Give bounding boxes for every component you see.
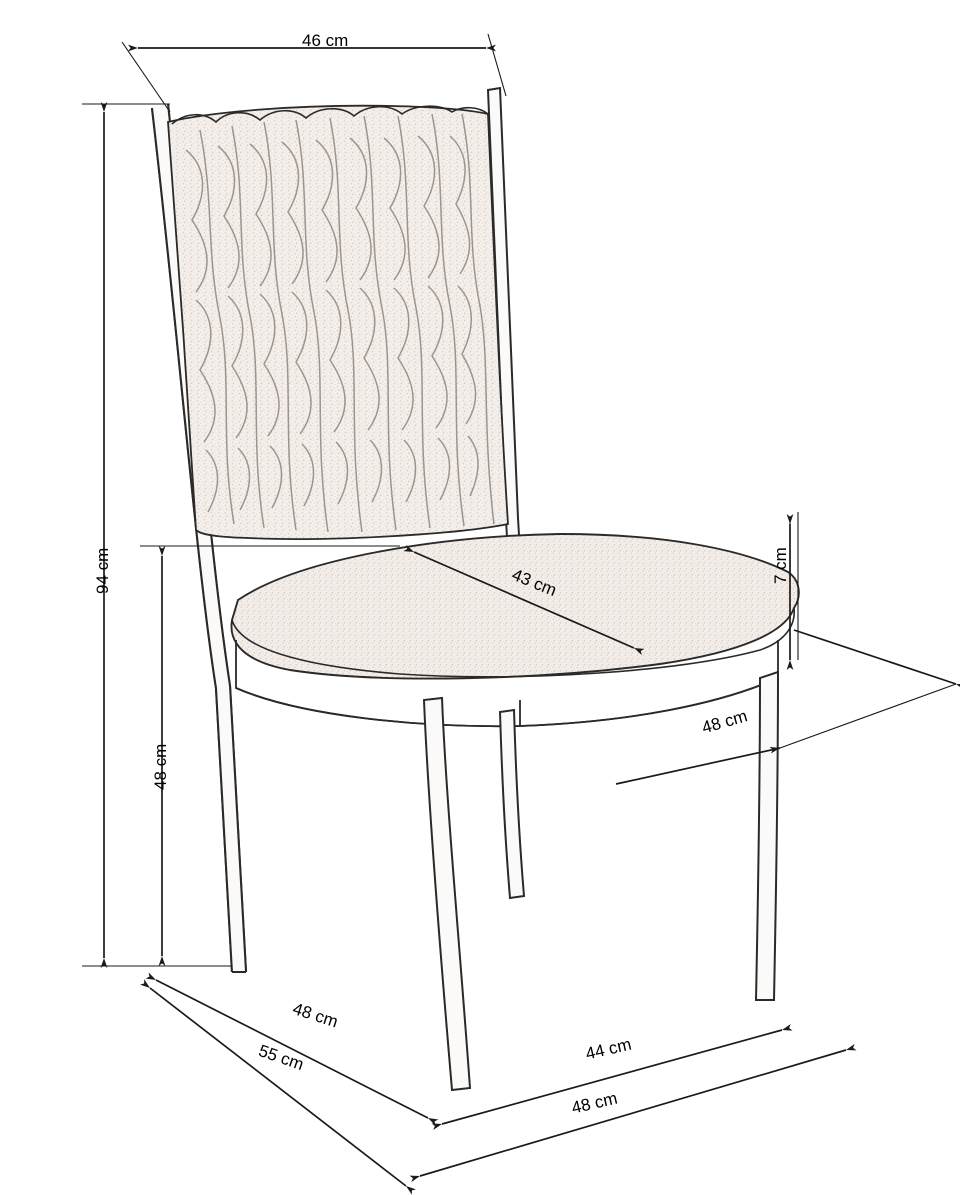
chair-seat-cushion — [231, 534, 798, 679]
dim-label-leg-span-front: 44 cm — [583, 1034, 634, 1064]
chair-rear-right-leg — [500, 710, 524, 898]
dim-label-overall-depth-right: 48 cm — [699, 706, 750, 738]
chair-front-left-leg — [424, 698, 470, 1090]
dim-label-overall-depth-left: 55 cm — [256, 1041, 307, 1075]
dim-label-seat-depth: 43 cm — [509, 565, 560, 601]
chair-backrest — [168, 106, 508, 539]
chair-illustration — [152, 88, 799, 1090]
dim-label-backrest-width: 46 cm — [302, 31, 349, 50]
dim-label-overall-width-base: 48 cm — [569, 1088, 620, 1118]
dim-label-seat-frame-depth: 48 cm — [290, 999, 341, 1032]
chair-front-right-leg — [756, 672, 778, 1000]
dim-label-seat-thickness: 7 cm — [771, 547, 790, 584]
dim-label-total-height: 94 cm — [93, 547, 112, 594]
dim-label-seat-height: 48 cm — [151, 743, 170, 790]
